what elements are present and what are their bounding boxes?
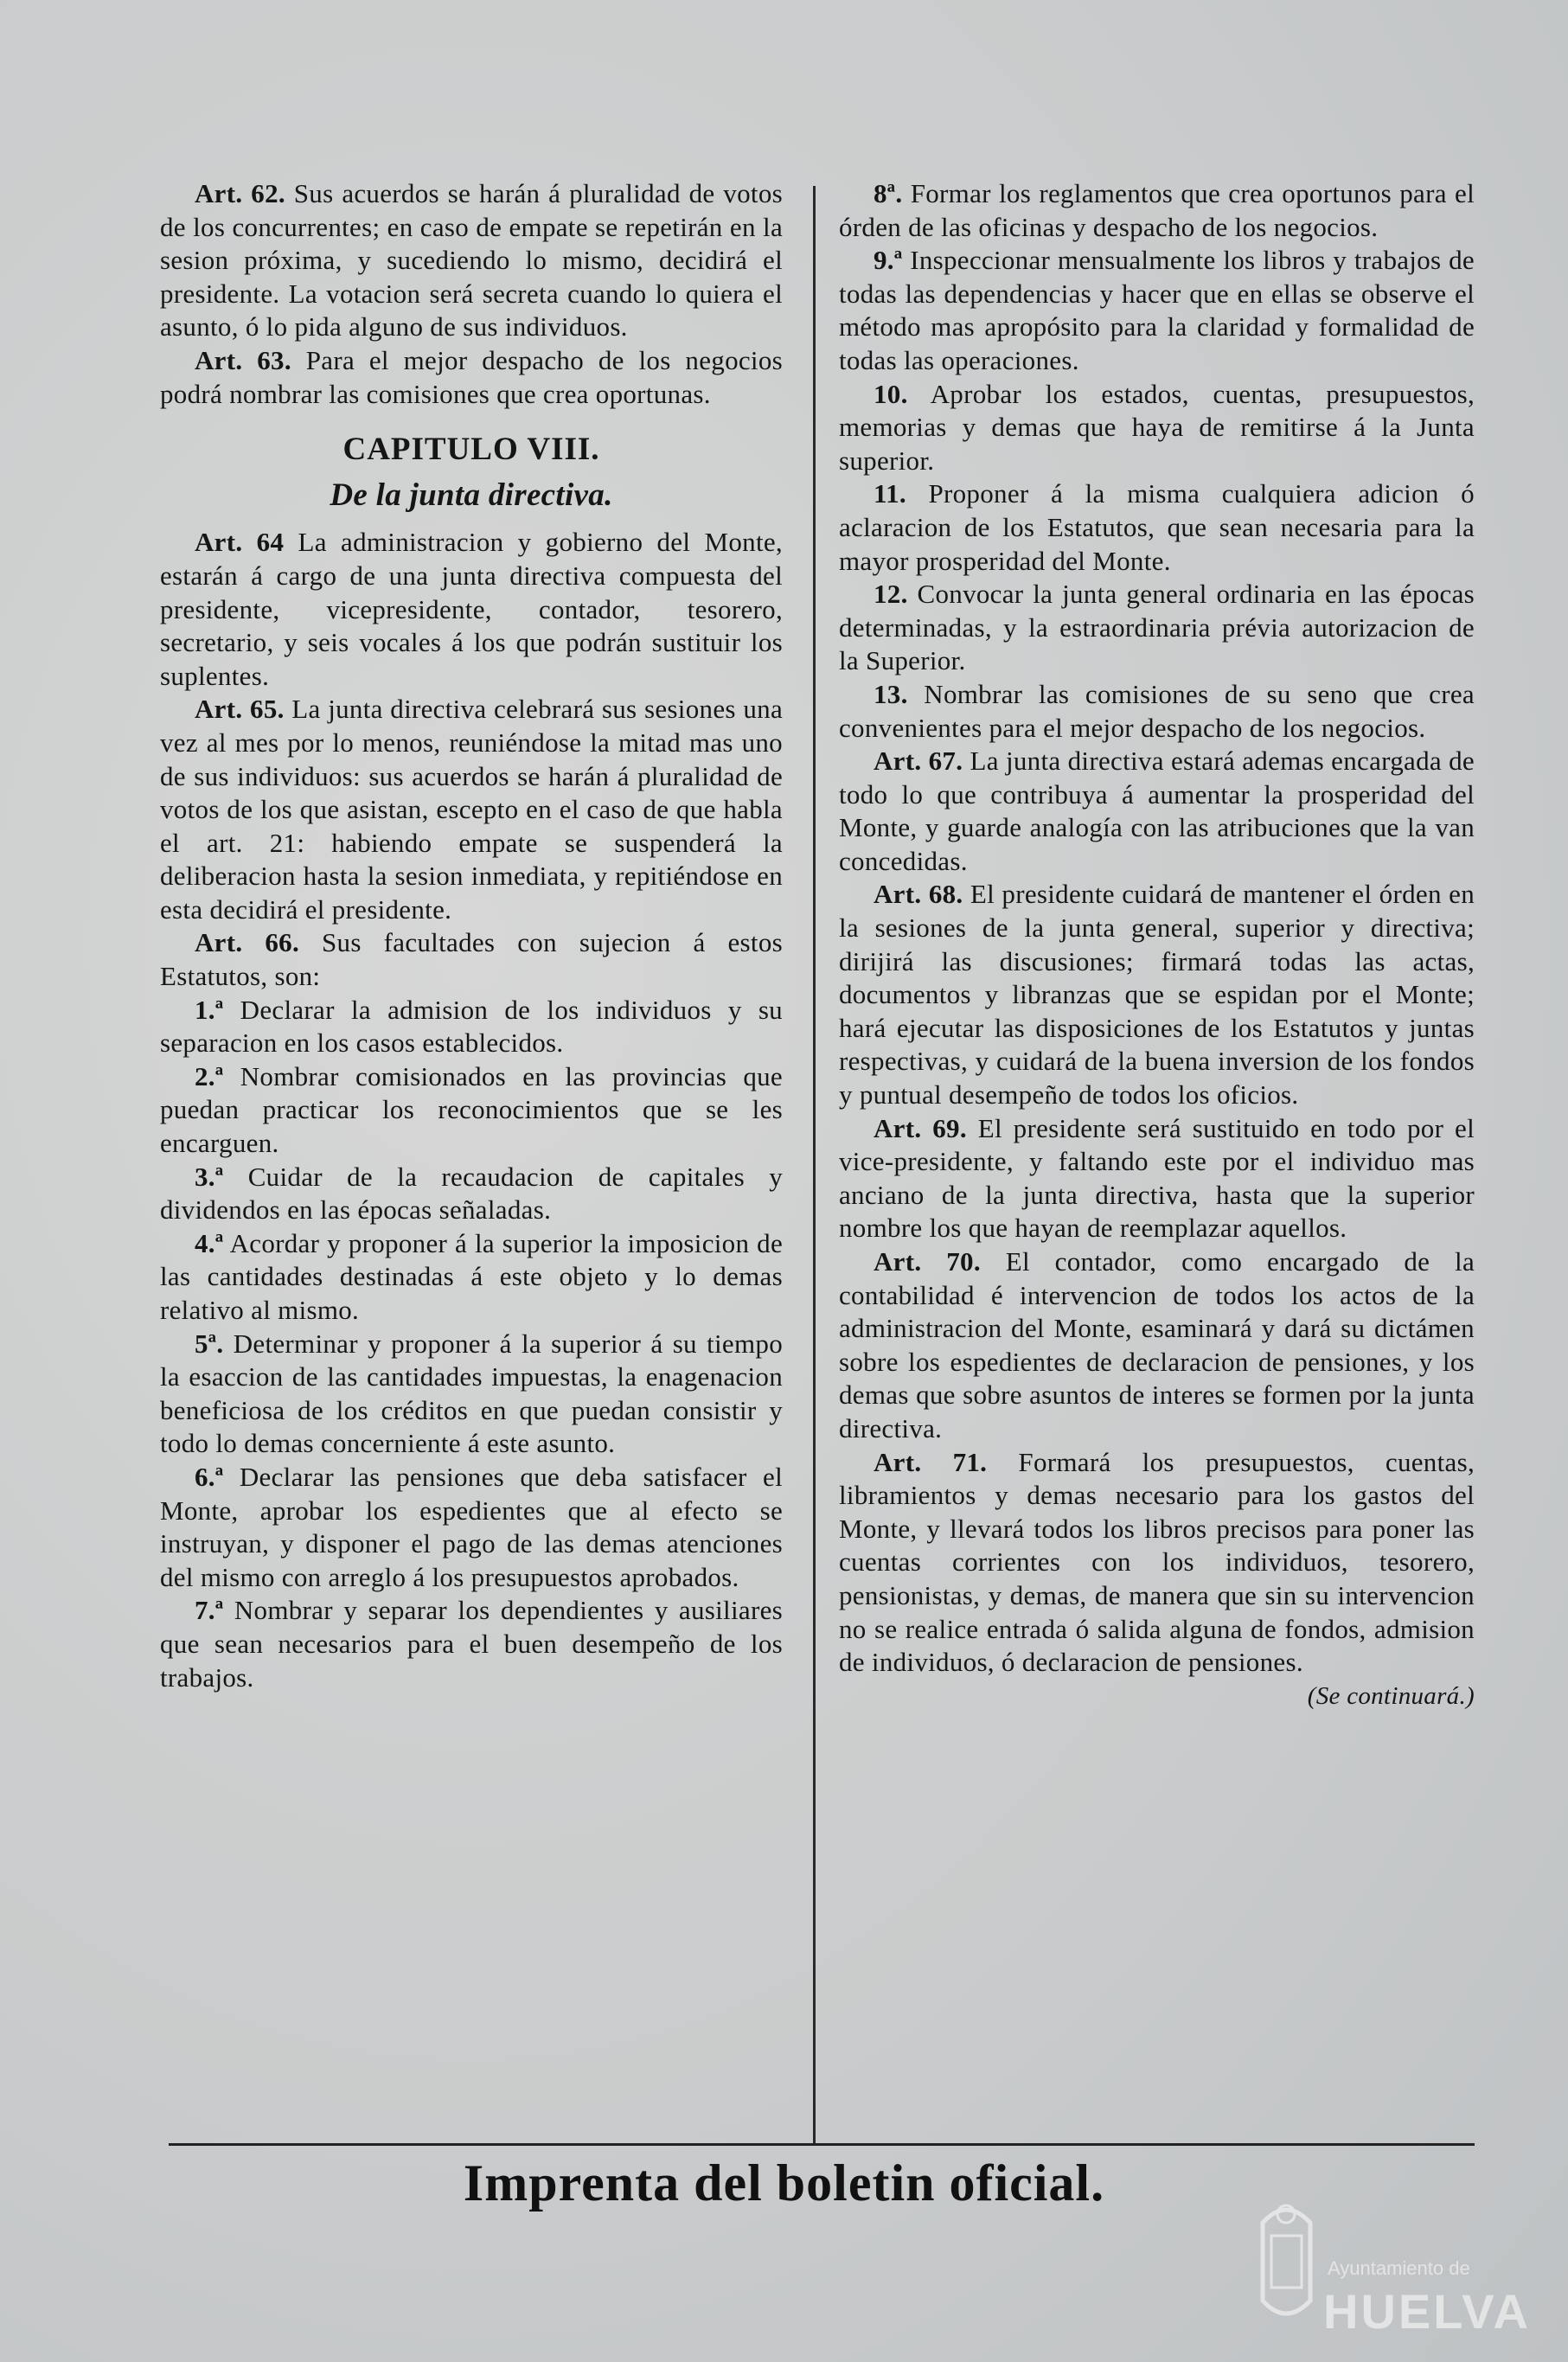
article-label: Art. 63. xyxy=(195,344,291,375)
item-number: 6.ª xyxy=(195,1461,224,1492)
list-item xyxy=(160,994,783,1060)
article-label: Art. 68. xyxy=(874,879,963,910)
list-item xyxy=(160,1060,783,1161)
article-64 xyxy=(160,526,783,693)
item-text: Convocar la junta general ordinaria en las épocas determinadas, y la estraordinaria prévia autorizacion de la Superior. xyxy=(839,579,1475,676)
article-68 xyxy=(839,878,1475,1111)
article-text: Sus acuerdos se harán á pluralidad de votos de los concurrentes; en caso de empate se repetirán en la sesion próxima, y sucediendo lo mismo, decidirá el presidente. La votacion será secreta cuando lo quiera el asunto, ó lo pida alguno de sus individuos. xyxy=(160,178,783,342)
item-number: 12. xyxy=(874,579,908,610)
coat-of-arms-icon xyxy=(1254,2197,1319,2327)
continued-note: (Se continuará.) xyxy=(1307,1681,1475,1710)
article-text: El presidente será sustituido en todo por el vice-presidente, y faltando este por el individuo mas anciano de la junta directiva, hasta que la superior nombre los que hayan de reemplazar aquellos. xyxy=(839,1112,1475,1244)
item-text: Nombrar y separar los dependientes y ausiliares que sean necesarios para el buen desempeño de los trabajos. xyxy=(160,1595,783,1693)
item-number: 1.ª xyxy=(195,994,224,1025)
list-item xyxy=(839,477,1475,578)
article-label: Art. 70. xyxy=(874,1246,981,1277)
right-column xyxy=(839,177,1475,1712)
list-item xyxy=(160,1461,783,1594)
item-number: 13. xyxy=(874,678,908,709)
item-text: Declarar las pensiones que deba satisfacer el Monte, aprobar los espedientes que al efecto se instruyan, y disponer el pago de las demas atenciones del mismo con arreglo á los presupuestos aprobados. xyxy=(160,1461,783,1592)
item-text: Proponer á la misma cualquiera adicion ó aclaracion de los Estatutos, que sean necesaria para la mayor prosperidad del Monte. xyxy=(839,478,1475,576)
watermark-big-text: HUELVA xyxy=(1323,2284,1531,2339)
article-text: La administracion y gobierno del Monte, estarán á cargo de una junta directiva compuesta del presidente, vicepresidente, contador, tesorero, secretario, y seis vocales á los que podrán sustituir los suplentes. xyxy=(160,527,783,691)
list-item xyxy=(839,378,1475,478)
item-number: 5ª. xyxy=(195,1328,224,1359)
article-text: Formará los presupuestos, cuentas, libramientos y demas necesario para los gastos del Monte, y llevará todos los libros precisos para poner las cuentas corrientes con los individuos, tesorero, pensionistas, y demas, de manera que sin su intervencion no se realice entrada ó salida alguna de fondos, admision de individuos, ó declaracion de pensiones. xyxy=(839,1446,1475,1678)
article-69 xyxy=(839,1112,1475,1245)
list-item xyxy=(839,678,1475,745)
item-text: Cuidar de la recaudacion de capitales y dividendos en las épocas señaladas. xyxy=(160,1161,783,1226)
item-text: Nombrar comisionados en las provincias que puedan practicar los reconocimientos que se les encarguen. xyxy=(160,1060,783,1159)
article-62 xyxy=(160,177,783,344)
item-number: 3.ª xyxy=(195,1161,224,1192)
list-item xyxy=(160,1328,783,1461)
article-label: Art. 71. xyxy=(874,1446,988,1477)
item-number: 7.ª xyxy=(195,1595,224,1626)
chapter-subtitle: De la junta directiva. xyxy=(330,477,613,513)
item-text: Formar los reglamentos que crea oportunos para el órden de las oficinas y despacho de los negocios. xyxy=(839,178,1475,242)
item-number: 10. xyxy=(874,378,908,409)
list-item xyxy=(160,1161,783,1227)
list-item xyxy=(160,1227,783,1328)
article-text: El presidente cuidará de mantener el órden en la sesiones de la junta general, superior y directiva; dirijirá las discusiones; firmará todas las actas, documentos y libranzas que se espidan por el Monte; hará ejecutar las disposiciones de los Estatutos y juntas respectivas, y cuidará de la buena inversion de los fondos y puntual desempeño de todos los oficios. xyxy=(839,879,1475,1111)
item-text: Determinar y proponer á la superior á su tiempo la esaccion de las cantidades impuestas, la enagenacion beneficiosa de los créditos en que puedan consistir y todo lo demas concerniente á este asunto. xyxy=(160,1328,783,1459)
item-text: Nombrar las comisiones de su seno que crea convenientes para el mejor despacho de los negocios. xyxy=(839,678,1475,743)
item-number: 2.ª xyxy=(195,1060,224,1091)
article-label: Art. 67. xyxy=(874,746,963,777)
left-column xyxy=(160,177,783,1694)
list-item xyxy=(839,578,1475,678)
item-number: 9.ª xyxy=(874,245,903,276)
article-67 xyxy=(839,745,1475,878)
article-70 xyxy=(839,1245,1475,1446)
article-text: La junta directiva celebrará sus sesiones una vez al mes por lo menos, reuniéndose la mitad mas uno de sus individuos: sus acuerdos se harán á pluralidad de votos de los que asistan, escepto en el caso de que habla el art. 21: habiendo empate se suspenderá la deliberacion hasta la sesion inmediata, y repitiéndose en esta decidirá el presidente. xyxy=(160,694,783,925)
item-number: 11. xyxy=(874,478,906,509)
article-65 xyxy=(160,693,783,926)
article-label: Art. 64 xyxy=(195,527,285,558)
chapter-title: CAPITULO VIII. xyxy=(342,432,600,468)
item-text: Inspeccionar mensualmente los libros y trabajos de todas las dependencias y hacer que en ellas se observe el método mas apropósito para la claridad y formalidad de todas las operaciones. xyxy=(839,245,1475,375)
municipal-watermark xyxy=(1254,2180,1539,2344)
article-71 xyxy=(839,1446,1475,1680)
article-text: El contador, como encargado de la contabilidad é intervencion de todos los actos de la administracion del Monte, esaminará y dará su dictámen sobre los espedientes de declaracion de pensiones, y los demas que sobre asuntos de interes se formen por la junta directiva. xyxy=(839,1246,1475,1443)
item-text: Declarar la admision de los individuos y su separacion en los casos establecidos. xyxy=(160,994,783,1059)
article-text: Sus facultades con sujecion á estos Estatutos, son: xyxy=(160,927,784,992)
item-number: 4.ª xyxy=(195,1227,224,1258)
item-text: Acordar y proponer á la superior la imposicion de las cantidades destinadas á este objeto y lo demas relativo al mismo. xyxy=(160,1227,783,1325)
article-label: Art. 66. xyxy=(195,927,300,958)
imprint-line: Imprenta del boletin oficial. xyxy=(463,2154,1105,2212)
article-66 xyxy=(160,926,783,993)
article-label: Art. 69. xyxy=(874,1112,967,1143)
list-item xyxy=(160,1594,783,1694)
article-63 xyxy=(160,344,783,411)
article-label: Art. 62. xyxy=(195,178,285,208)
column-divider xyxy=(813,186,816,2145)
list-item xyxy=(839,177,1475,244)
watermark-small-text: Ayuntamiento de xyxy=(1328,2257,1470,2279)
article-text: La junta directiva estará ademas encargada de todo lo que contribuya á aumentar la prosperidad del Monte, y guarde analogía con las atribuciones que la van concedidas. xyxy=(839,746,1475,876)
list-item xyxy=(839,244,1475,377)
footer-rule xyxy=(169,2143,1475,2146)
article-text: Para el mejor despacho de los negocios podrá nombrar las comisiones que crea oportunas. xyxy=(160,344,783,409)
item-text: Aprobar los estados, cuentas, presupuestos, memorias y demas que haya de remitirse á la Junta superior. xyxy=(839,378,1475,476)
item-number: 8ª. xyxy=(874,178,903,208)
article-label: Art. 65. xyxy=(195,694,285,725)
